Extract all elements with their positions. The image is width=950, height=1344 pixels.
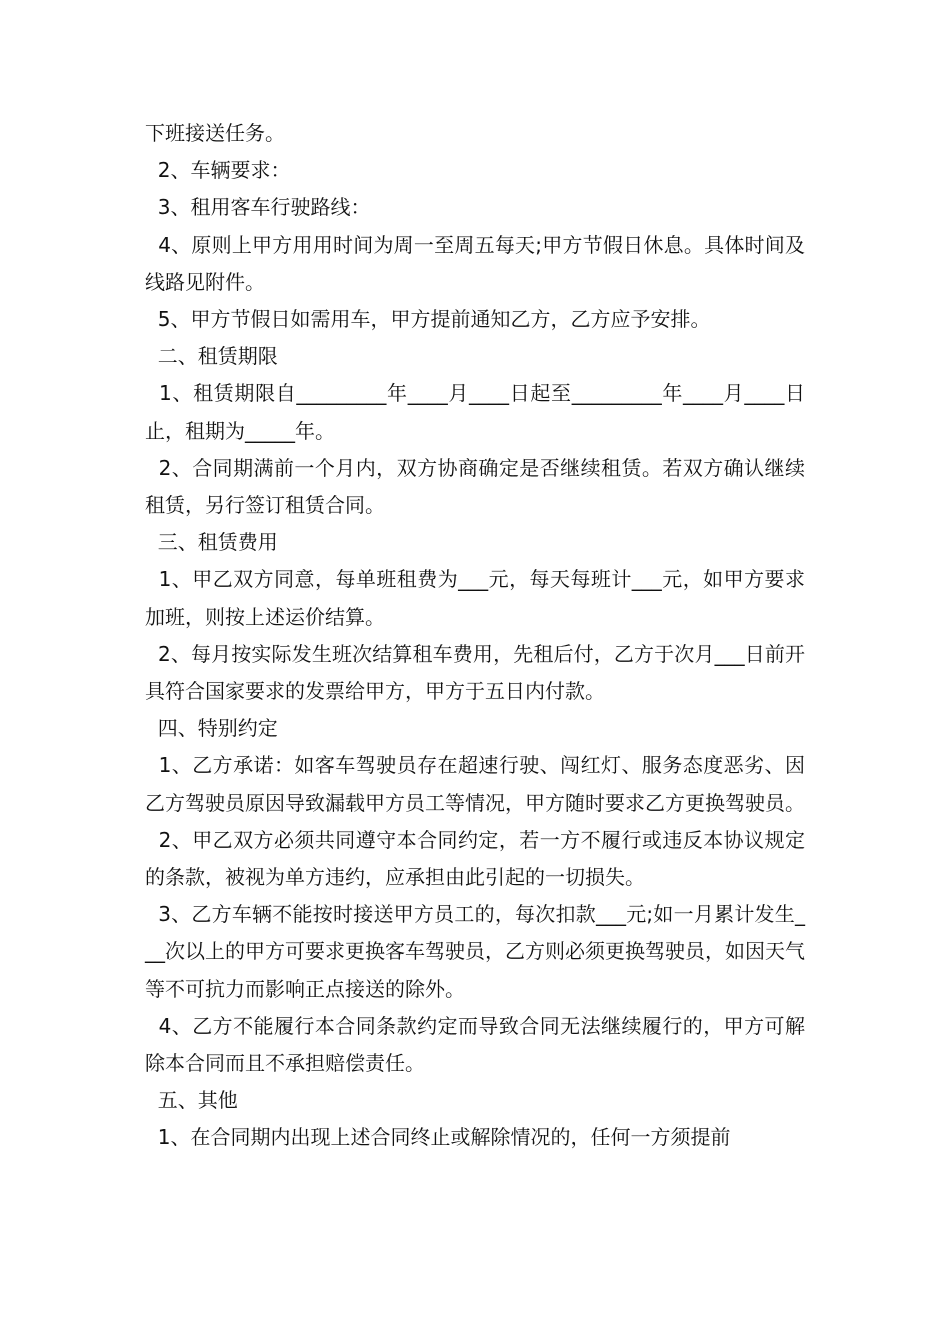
clause-late-penalty: 3、乙方车辆不能按时接送甲方员工的，每次扣款___元;如一月累计发生___次以上的甲方可要求更换客车驾驶员，乙方则必须更换驾驶员，如因天气等不可抗力而影响正点接送的除外。 [145,902,806,1001]
clause-lease-period: 1、租赁期限自_________年____月____日起至_________年____月____日止，租期为_____年。 [145,381,805,443]
clause-holiday-use: 5、甲方节假日如需用车，甲方提前通知乙方，乙方应予安排。 [145,307,711,332]
clause-early-notice: 1、在合同期内出现上述合同终止或解除情况的，任何一方须提前 [145,1125,731,1150]
clause-route: 3、租用客车行驶路线： [145,195,371,220]
section-heading-lease-fees: 三、租赁费用 [145,530,278,555]
clause-vehicle-requirements: 2、车辆要求： [145,158,291,183]
section-heading-other: 五、其他 [145,1088,238,1113]
clause-schedule: 4、原则上甲方用用时间为周一至周五每天;甲方节假日休息。具体时间及线路见附件。 [145,232,806,294]
clause-driver-replacement: 1、乙方承诺：如客车驾驶员存在超速行驶、闯红灯、服务态度恶劣、因乙方驾驶员原因导致漏载甲方员工等情况，甲方随时要求乙方更换驾驶员。 [145,753,805,815]
document-page [145,115,805,1157]
paragraph-task-continuation: 下班接送任务。 [145,121,285,145]
clause-monthly-settlement: 2、每月按实际发生班次结算租车费用，先租后付，乙方于次月___日前开具符合国家要求的发票给甲方，甲方于五日内付款。 [145,641,805,704]
section-heading-lease-term: 二、租赁期限 [145,344,278,369]
clause-termination-right: 4、乙方不能履行本合同条款约定而导致合同无法继续履行的，甲方可解除本合同而且不承担赔偿责任。 [145,1013,805,1076]
section-heading-special-terms: 四、特别约定 [145,716,278,741]
clause-breach: 2、甲乙双方必须共同遵守本合同约定，若一方不履行或违反本协议规定的条款，被视为单方违约，应承担由此引起的一切损失。 [145,827,805,890]
clause-fee-rate: 1、甲乙双方同意，每单班租费为___元，每天每班计___元，如甲方要求加班，则按上述运价结算。 [145,567,805,629]
clause-renewal: 2、合同期满前一个月内，双方协商确定是否继续租赁。若双方确认继续租赁，另行签订租赁合同。 [145,455,805,518]
